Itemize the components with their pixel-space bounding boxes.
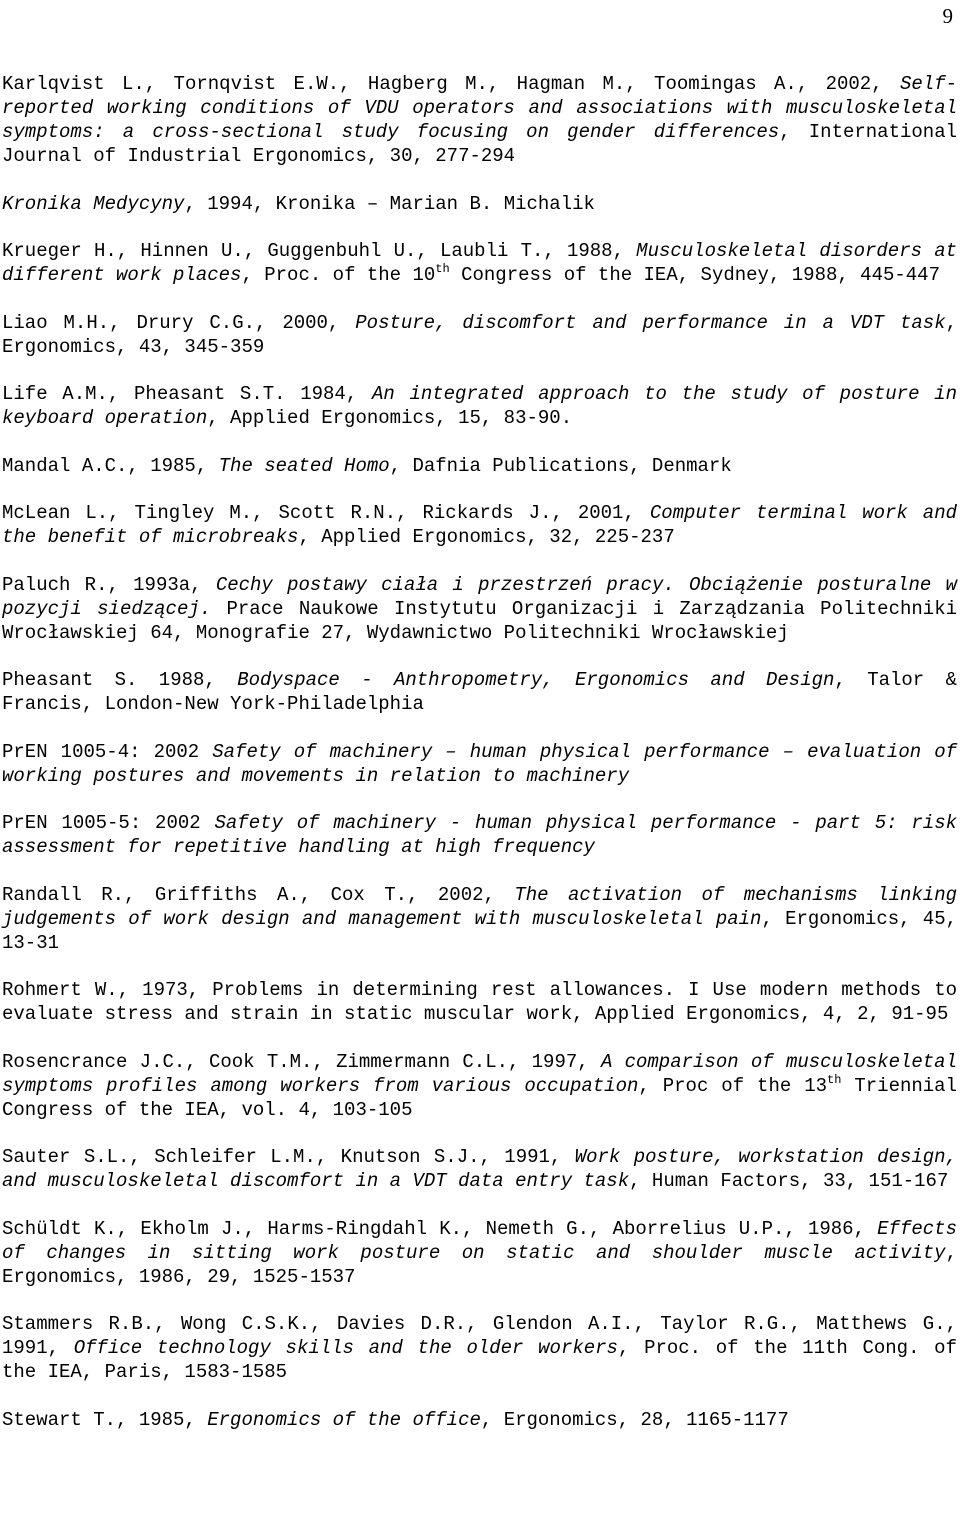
reference-text: Sauter S.L., Schleifer L.M., Knutson S.J., 1991, [2,1146,575,1168]
reference-entry [2,311,957,359]
reference-text: Randall R., Griffiths A., Cox T., 2002, [2,883,515,906]
reference-title-text: Cechy postawy ciała i przestrzeń pracy. Obciążenie posturalne w pozycji siedzącej. [2,573,957,620]
reference-text: , Proc of the 13 [638,1074,828,1097]
reference-entry [2,573,957,645]
reference-text: PrEN 1005-5: 2002 [2,812,215,834]
reference-text: , 1994, Kronika – Marian B. Michalik [184,192,595,215]
reference-entry [2,883,957,955]
reference-text: , Ergonomics, 45, 13-31 [2,907,957,954]
reference-text: , Talor & Francis, London-New York-Philadelphia [2,669,957,715]
reference-entry [2,1145,957,1193]
reference-entry [2,501,957,549]
reference-text: McLean L., Tingley M., Scott R.N., Rickards J., 2001, [2,502,650,524]
reference-text: , Proc. of the 11th Cong. of the IEA, Paris, 1583-1585 [2,1337,957,1383]
reference-title-text: Ergonomics of the office [207,1408,481,1431]
reference-entry [2,1050,957,1122]
reference-text: Rohmert W., 1973, Problems in determining rest allowances. I Use modern methods to evaluate stress and strain in static muscular work, Applied Ergonomics, 4, 2, 91-95 [2,979,957,1025]
reference-entry [2,740,957,788]
reference-text: Triennial Congress of the IEA, vol. 4, 103-105 [2,1074,957,1121]
reference-entry [2,239,957,287]
reference-title-text: Musculoskeletal disorders at different work places [2,240,957,286]
reference-text: , Ergonomics, 43, 345-359 [2,311,957,358]
reference-text: Rosencrance J.C., Cook T.M., Zimmermann C.L., 1997, [2,1050,601,1073]
reference-text: Congress of the IEA, Sydney, 1988, 445-447 [449,264,940,286]
reference-text: Krueger H., Hinnen U., Guggenbuhl U., Laubli T., 1988, [2,240,637,262]
reference-entry [2,1408,957,1432]
reference-text: Paluch R., 1993a, [2,573,216,596]
reference-text: Stammers R.B., Wong C.S.K., Davies D.R., Glendon A.I., Taylor R.G., Matthews G., 1991, [2,1313,957,1359]
reference-title-text: Effects of changes in sitting work posture on static and shoulder muscle activity [2,1217,957,1264]
reference-text: Life A.M., Pheasant S.T. 1984, [2,383,372,405]
reference-text: Karlqvist L., Tornqvist E.W., Hagberg M., Hagman M., Toomingas A., 2002, [2,73,900,95]
reference-text: Stewart T., 1985, [2,1408,208,1431]
reference-title-text: Office technology skills and the older workers [73,1337,618,1359]
reference-title-text: The activation of mechanisms linking judgements of work design and management with musculoskeletal pain [2,883,958,930]
reference-text: , Applied Ergonomics, 32, 225-237 [298,526,675,548]
reference-superscript: th [435,262,450,276]
reference-text: Pheasant S. 1988, [2,669,238,691]
reference-superscript: th [827,1072,842,1087]
reference-entry [2,1217,957,1289]
reference-entry [2,454,957,478]
page-number: 9 [942,4,953,28]
reference-text: , Ergonomics, 1986, 29, 1525-1537 [2,1241,957,1288]
reference-title-text: Work posture, workstation design, and musculoskeletal discomfort in a VDT data entry task [2,1146,957,1192]
reference-title-text: Self-reported working conditions of VDU operators and associations with musculoskeletal symptoms: a cross-sectional study focusing on gender differences [2,73,957,143]
reference-text: , International Journal of Industrial Ergonomics, 30, 277-294 [2,121,957,167]
reference-entry [2,192,957,216]
reference-entry [2,978,957,1026]
reference-text: , Ergonomics, 28, 1165-1177 [480,1408,789,1431]
reference-entry [2,668,957,716]
reference-text: Liao M.H., Drury C.G., 2000, [2,311,356,334]
reference-entry [2,72,957,168]
reference-title-text: Kronika Medycyny [2,192,185,215]
reference-title-text: An integrated approach to the study of posture in keyboard operation [2,383,957,429]
reference-text: Mandal A.C., 1985, [2,454,219,477]
reference-text: PrEN 1005-4: 2002 [2,740,213,763]
reference-entry [2,382,957,430]
reference-text: , Human Factors, 33, 151-167 [629,1170,949,1192]
reference-list [2,72,957,1455]
reference-text: , Applied Ergonomics, 15, 83-90. [207,407,573,429]
reference-title-text: The seated Homo [218,454,390,477]
reference-entry [2,811,957,859]
reference-title-text: Bodyspace - Anthropometry, Ergonomics and Design [237,669,835,691]
reference-title-text: Safety of machinery – human physical performance – evaluation of working postures and movements in relation to machinery [2,740,958,787]
reference-title-text: Posture, discomfort and performance in a VDT task [355,311,946,334]
reference-text: Schüldt K., Ekholm J., Harms-Ringdahl K., Nemeth G., Aborrelius U.P., 1986, [2,1217,878,1240]
reference-title-text: A comparison of musculoskeletal symptoms profiles among workers from various occupation [2,1050,957,1097]
reference-text: , Dafnia Publications, Denmark [389,454,732,477]
reference-title-text: Safety of machinery - human physical performance - part 5: risk assessment for repetitive handling at high frequency [2,812,957,858]
reference-text: Prace Naukowe Instytutu Organizacji i Zarządzania Politechniki Wrocławskiej 64, Monografie 27, Wydawnictwo Politechniki Wrocławskiej [2,597,957,644]
reference-entry [2,1312,957,1384]
reference-text: , Proc. of the 10 [241,264,436,286]
reference-title-text: Computer terminal work and the benefit of microbreaks [2,502,958,548]
